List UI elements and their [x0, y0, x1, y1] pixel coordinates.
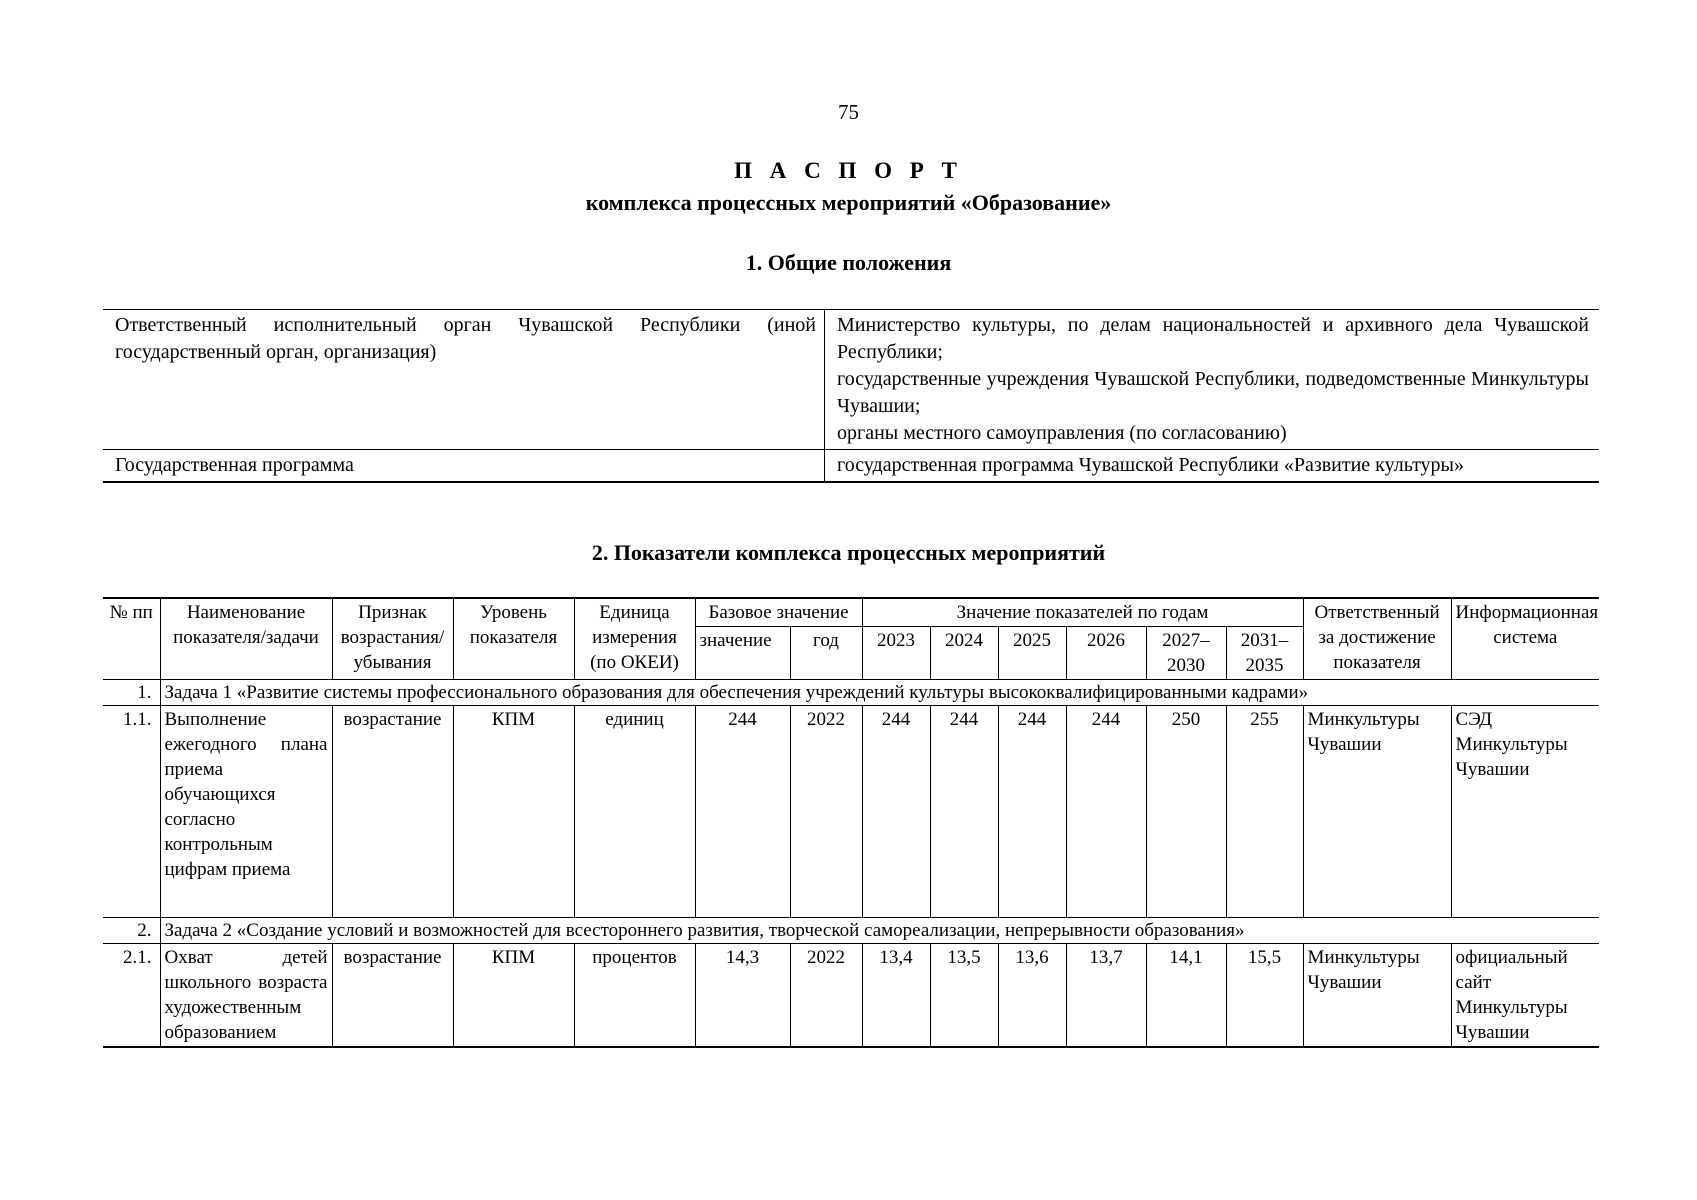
responsible-value — [825, 310, 1600, 450]
indicator-base-year: 2022 — [790, 944, 862, 1048]
general-row-responsible — [103, 310, 1599, 450]
header-year: 2027–2030 — [1146, 627, 1226, 680]
indicator-info-system: СЭД Минкультуры Чувашии — [1451, 706, 1599, 918]
indicator-unit: единиц — [574, 706, 695, 918]
header-year: 2024 — [930, 627, 998, 680]
header-num: № пп — [103, 598, 160, 680]
header-unit: Единица измерения (по ОКЕИ) — [574, 598, 695, 680]
header-info-system: Информационная система — [1451, 598, 1599, 680]
general-row-program — [103, 450, 1599, 483]
task-num: 2. — [103, 918, 160, 944]
indicator-value: 244 — [998, 706, 1066, 918]
program-value — [825, 450, 1600, 483]
indicator-row — [103, 706, 1599, 918]
header-base-value: значение — [695, 627, 790, 680]
indicator-base-value: 14,3 — [695, 944, 790, 1048]
indicator-value: 13,7 — [1066, 944, 1146, 1048]
indicator-value: 13,4 — [862, 944, 930, 1048]
task-title: Задача 2 «Создание условий и возможностей для всестороннего развития, творческой самореализации, непрерывности образования» — [160, 918, 1599, 944]
indicator-base-value: 244 — [695, 706, 790, 918]
document-subtitle: комплекса процессных мероприятий «Образование» — [585, 190, 1112, 215]
indicator-row — [103, 944, 1599, 1048]
header-year: 2031–2035 — [1226, 627, 1303, 680]
indicator-value: 244 — [862, 706, 930, 918]
task-title: Задача 1 «Развитие системы профессионального образования для обеспечения учреждений культуры высококвалифицированными кадрами» — [160, 680, 1599, 706]
page-number: 75 — [838, 100, 859, 124]
header-responsible: Ответственный за достижение показателя — [1303, 598, 1451, 680]
indicator-trend: возрастание — [332, 706, 453, 918]
section-2-heading: 2. Показатели комплекса процессных мероприятий — [591, 540, 1106, 565]
header-trend: Признак возрастания/ убывания — [332, 598, 453, 680]
header-row — [103, 598, 1599, 627]
indicator-responsible: Минкультуры Чувашии — [1303, 944, 1451, 1048]
responsible-value-line: государственные учреждения Чувашской Республики, подведомственные Минкультуры Чувашии; — [837, 368, 1589, 417]
program-label: Государственная программа — [103, 450, 825, 483]
indicator-value: 244 — [1066, 706, 1146, 918]
indicator-value: 244 — [930, 706, 998, 918]
indicator-responsible: Минкультуры Чувашии — [1303, 706, 1451, 918]
task-num: 1. — [103, 680, 160, 706]
indicator-level: КПМ — [453, 944, 574, 1048]
header-level: Уровень показателя — [453, 598, 574, 680]
task-row — [103, 680, 1599, 706]
responsible-value-line: Министерство культуры, по делам национальностей и архивного дела Чувашской Республики; — [837, 314, 1589, 363]
responsible-label: Ответственный исполнительный орган Чувашской Республики (иной государственный орган, организация) — [103, 310, 825, 450]
indicator-base-year: 2022 — [790, 706, 862, 918]
indicators-table — [103, 597, 1599, 1048]
indicator-info-system: официальный сайт Минкультуры Чувашии — [1451, 944, 1599, 1048]
header-base-year: год — [790, 627, 862, 680]
indicator-value: 13,6 — [998, 944, 1066, 1048]
indicator-value: 15,5 — [1226, 944, 1303, 1048]
document-title: П А С П О Р Т — [734, 158, 963, 183]
responsible-value-line: органы местного самоуправления (по согласованию) — [837, 422, 1287, 444]
header-year: 2023 — [862, 627, 930, 680]
indicator-unit: процентов — [574, 944, 695, 1048]
header-values-by-year: Значение показателей по годам — [862, 598, 1303, 627]
indicator-value: 14,1 — [1146, 944, 1226, 1048]
indicator-num: 1.1. — [103, 706, 160, 918]
header-base: Базовое значение — [695, 598, 862, 627]
section-1-heading: 1. Общие положения — [745, 250, 952, 275]
indicator-num: 2.1. — [103, 944, 160, 1048]
header-year: 2025 — [998, 627, 1066, 680]
indicator-trend: возрастание — [332, 944, 453, 1048]
indicator-value: 13,5 — [930, 944, 998, 1048]
program-value-line: государственная программа Чувашской Республики «Развитие культуры» — [837, 454, 1464, 476]
task-row — [103, 918, 1599, 944]
indicator-name: Охват детей школьного возраста художественным образованием — [160, 944, 332, 1048]
header-name: Наименование показателя/задачи — [160, 598, 332, 680]
indicator-level: КПМ — [453, 706, 574, 918]
indicator-value: 250 — [1146, 706, 1226, 918]
indicator-name: Выполнение ежегодного плана приема обучающихся согласно контрольным цифрам приема — [160, 706, 332, 918]
header-year: 2026 — [1066, 627, 1146, 680]
indicator-value: 255 — [1226, 706, 1303, 918]
general-provisions-table — [103, 309, 1599, 483]
